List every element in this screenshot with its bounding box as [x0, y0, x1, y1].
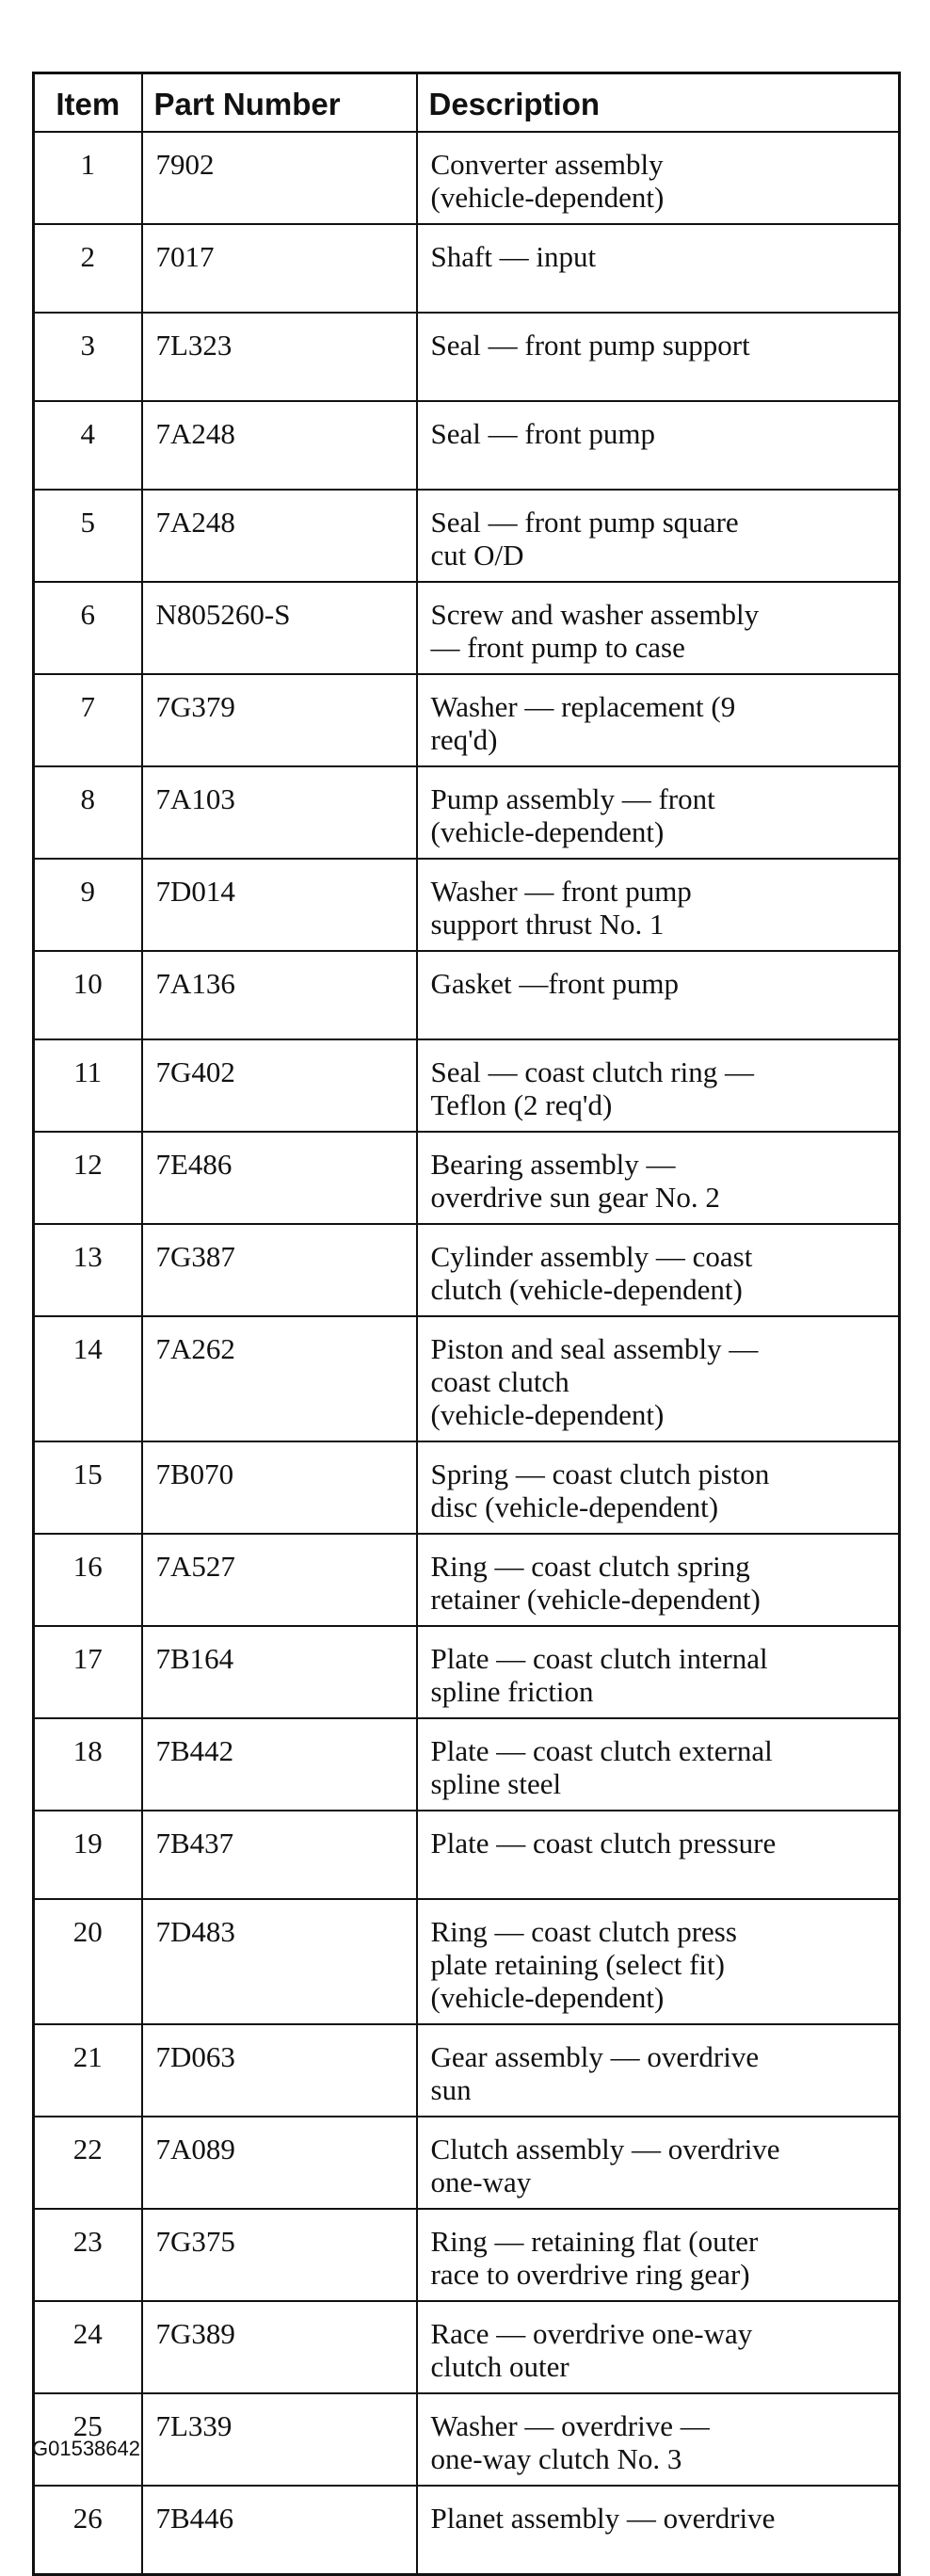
description-line: clutch outer	[430, 2350, 569, 2383]
description-cell	[417, 2209, 900, 2301]
part-number-cell: 7A089	[142, 2117, 417, 2209]
item-number-cell: 12	[34, 1132, 142, 1224]
description-line: Race — overdrive one-way	[430, 2317, 753, 2350]
table-row	[34, 2117, 900, 2209]
header-row	[34, 73, 900, 133]
item-number-cell: 3	[34, 313, 142, 401]
item-number-cell: 6	[34, 582, 142, 674]
part-number-cell: N805260-S	[142, 582, 417, 674]
table-row	[34, 1039, 900, 1132]
part-number-cell: 7B437	[142, 1811, 417, 1899]
description-cell	[417, 766, 900, 859]
description-line: one-way	[430, 2165, 532, 2198]
description-cell	[417, 582, 900, 674]
part-number-cell: 7A103	[142, 766, 417, 859]
description-line: Plate — coast clutch internal	[430, 1642, 768, 1675]
part-number-cell: 7D063	[142, 2024, 417, 2117]
description-line: Ring — coast clutch spring	[430, 1550, 750, 1583]
part-number-cell: 7D014	[142, 859, 417, 951]
description-cell	[417, 674, 900, 766]
description-cell	[417, 132, 900, 224]
description-line: Seal — front pump square	[430, 506, 739, 539]
part-number-cell: 7017	[142, 224, 417, 313]
table-row	[34, 224, 900, 313]
item-number-cell: 24	[34, 2301, 142, 2393]
table-row	[34, 1132, 900, 1224]
item-number-cell: 11	[34, 1039, 142, 1132]
item-number-cell: 7	[34, 674, 142, 766]
table-row	[34, 766, 900, 859]
table-row	[34, 859, 900, 951]
table-row	[34, 2393, 900, 2486]
description-cell	[417, 859, 900, 951]
description-cell	[417, 1316, 900, 1441]
description-cell	[417, 313, 900, 401]
part-number-cell: 7A248	[142, 490, 417, 582]
item-number-cell: 25	[34, 2393, 142, 2486]
part-number-cell: 7G387	[142, 1224, 417, 1316]
description-cell	[417, 951, 900, 1039]
description-cell	[417, 1441, 900, 1534]
description-line: Gasket —front pump	[430, 967, 679, 1000]
part-number-cell: 7D483	[142, 1899, 417, 2024]
description-line: one-way clutch No. 3	[430, 2442, 682, 2475]
description-line: Plate — coast clutch external	[430, 1734, 773, 1767]
description-line: (vehicle-dependent)	[430, 181, 665, 214]
part-number-cell: 7A248	[142, 401, 417, 490]
item-number-cell: 13	[34, 1224, 142, 1316]
description-line: cut O/D	[430, 539, 524, 572]
description-cell	[417, 2486, 900, 2575]
description-cell	[417, 224, 900, 313]
description-line: Plate — coast clutch pressure	[430, 1827, 777, 1860]
description-line: Washer — overdrive —	[430, 2409, 710, 2442]
item-number-cell: 20	[34, 1899, 142, 2024]
description-line: coast clutch	[430, 1365, 569, 1398]
description-cell	[417, 2117, 900, 2209]
part-number-cell: 7E486	[142, 1132, 417, 1224]
table-row	[34, 1718, 900, 1811]
description-line: (vehicle-dependent)	[430, 1981, 665, 2014]
description-cell	[417, 1626, 900, 1718]
description-cell	[417, 2393, 900, 2486]
description-line: spline friction	[430, 1675, 594, 1708]
description-line: plate retaining (select fit)	[430, 1948, 725, 1981]
description-line: Spring — coast clutch piston	[430, 1457, 770, 1490]
column-header-item: Item	[34, 73, 142, 133]
description-cell	[417, 1039, 900, 1132]
description-cell	[417, 2024, 900, 2117]
figure-code: G01538642	[32, 2437, 140, 2460]
description-cell	[417, 1132, 900, 1224]
table-row	[34, 132, 900, 224]
part-number-cell: 7B442	[142, 1718, 417, 1811]
table-row	[34, 490, 900, 582]
table-row	[34, 2024, 900, 2117]
description-line: Seal — coast clutch ring —	[430, 1055, 754, 1088]
description-line: Piston and seal assembly —	[430, 1332, 759, 1365]
table-row	[34, 313, 900, 401]
item-number-cell: 1	[34, 132, 142, 224]
table-row	[34, 2209, 900, 2301]
description-line: Washer — front pump	[430, 875, 692, 908]
table-row	[34, 582, 900, 674]
description-cell	[417, 1899, 900, 2024]
table-row	[34, 1316, 900, 1441]
description-line: (vehicle-dependent)	[430, 1398, 665, 1431]
part-number-cell: 7G389	[142, 2301, 417, 2393]
item-number-cell: 16	[34, 1534, 142, 1626]
part-number-cell: 7B446	[142, 2486, 417, 2575]
description-line: Bearing assembly —	[430, 1148, 676, 1181]
table-row	[34, 2486, 900, 2575]
table-row	[34, 1224, 900, 1316]
item-number-cell: 23	[34, 2209, 142, 2301]
description-line: Shaft — input	[430, 240, 597, 273]
description-cell	[417, 1718, 900, 1811]
item-number-cell: 9	[34, 859, 142, 951]
description-cell	[417, 1534, 900, 1626]
parts-table-body	[34, 132, 900, 2575]
description-line: spline steel	[430, 1767, 562, 1800]
item-number-cell: 19	[34, 1811, 142, 1899]
part-number-cell: 7L323	[142, 313, 417, 401]
column-header-description: Description	[417, 73, 900, 133]
table-row	[34, 1899, 900, 2024]
item-number-cell: 5	[34, 490, 142, 582]
description-cell	[417, 490, 900, 582]
item-number-cell: 8	[34, 766, 142, 859]
description-line: Ring — retaining flat (outer	[430, 2225, 759, 2258]
item-number-cell: 21	[34, 2024, 142, 2117]
part-number-cell: 7A262	[142, 1316, 417, 1441]
parts-table	[32, 72, 901, 2576]
part-number-cell: 7G375	[142, 2209, 417, 2301]
description-line: Pump assembly — front	[430, 782, 715, 815]
description-line: Planet assembly — overdrive	[430, 2502, 776, 2535]
description-cell	[417, 1811, 900, 1899]
description-line: Screw and washer assembly	[430, 598, 760, 631]
description-line: clutch (vehicle-dependent)	[430, 1273, 743, 1306]
column-header-part-number: Part Number	[142, 73, 417, 133]
description-line: Washer — replacement (9	[430, 690, 736, 723]
description-line: req'd)	[430, 723, 498, 756]
description-line: race to overdrive ring gear)	[430, 2258, 750, 2291]
description-line: overdrive sun gear No. 2	[430, 1181, 720, 1214]
part-number-cell: 7B070	[142, 1441, 417, 1534]
item-number-cell: 18	[34, 1718, 142, 1811]
description-line: Gear assembly — overdrive	[430, 2040, 760, 2073]
table-row	[34, 951, 900, 1039]
part-number-cell: 7G402	[142, 1039, 417, 1132]
part-number-cell: 7902	[142, 132, 417, 224]
description-line: Clutch assembly — overdrive	[430, 2133, 780, 2165]
item-number-cell: 26	[34, 2486, 142, 2575]
table-row	[34, 1811, 900, 1899]
part-number-cell: 7B164	[142, 1626, 417, 1718]
table-row	[34, 1441, 900, 1534]
table-row	[34, 1626, 900, 1718]
description-line: Seal — front pump support	[430, 329, 750, 362]
description-line: (vehicle-dependent)	[430, 815, 665, 848]
description-line: sun	[430, 2073, 472, 2106]
item-number-cell: 10	[34, 951, 142, 1039]
table-row	[34, 1534, 900, 1626]
description-line: Teflon (2 req'd)	[430, 1088, 613, 1121]
table-row	[34, 674, 900, 766]
description-line: Ring — coast clutch press	[430, 1915, 737, 1948]
part-number-cell: 7A136	[142, 951, 417, 1039]
item-number-cell: 22	[34, 2117, 142, 2209]
description-cell	[417, 401, 900, 490]
description-cell	[417, 1224, 900, 1316]
item-number-cell: 14	[34, 1316, 142, 1441]
item-number-cell: 17	[34, 1626, 142, 1718]
part-number-cell: 7G379	[142, 674, 417, 766]
description-line: retainer (vehicle-dependent)	[430, 1583, 761, 1616]
item-number-cell: 15	[34, 1441, 142, 1534]
table-row	[34, 401, 900, 490]
description-line: Converter assembly	[430, 148, 664, 181]
description-line: Seal — front pump	[430, 417, 655, 450]
table-row	[34, 2301, 900, 2393]
part-number-cell: 7A527	[142, 1534, 417, 1626]
description-line: disc (vehicle-dependent)	[430, 1490, 719, 1523]
description-line: support thrust No. 1	[430, 908, 665, 941]
part-number-cell: 7L339	[142, 2393, 417, 2486]
description-line: — front pump to case	[430, 631, 685, 664]
item-number-cell: 2	[34, 224, 142, 313]
description-line: Cylinder assembly — coast	[430, 1240, 753, 1273]
item-number-cell: 4	[34, 401, 142, 490]
description-cell	[417, 2301, 900, 2393]
